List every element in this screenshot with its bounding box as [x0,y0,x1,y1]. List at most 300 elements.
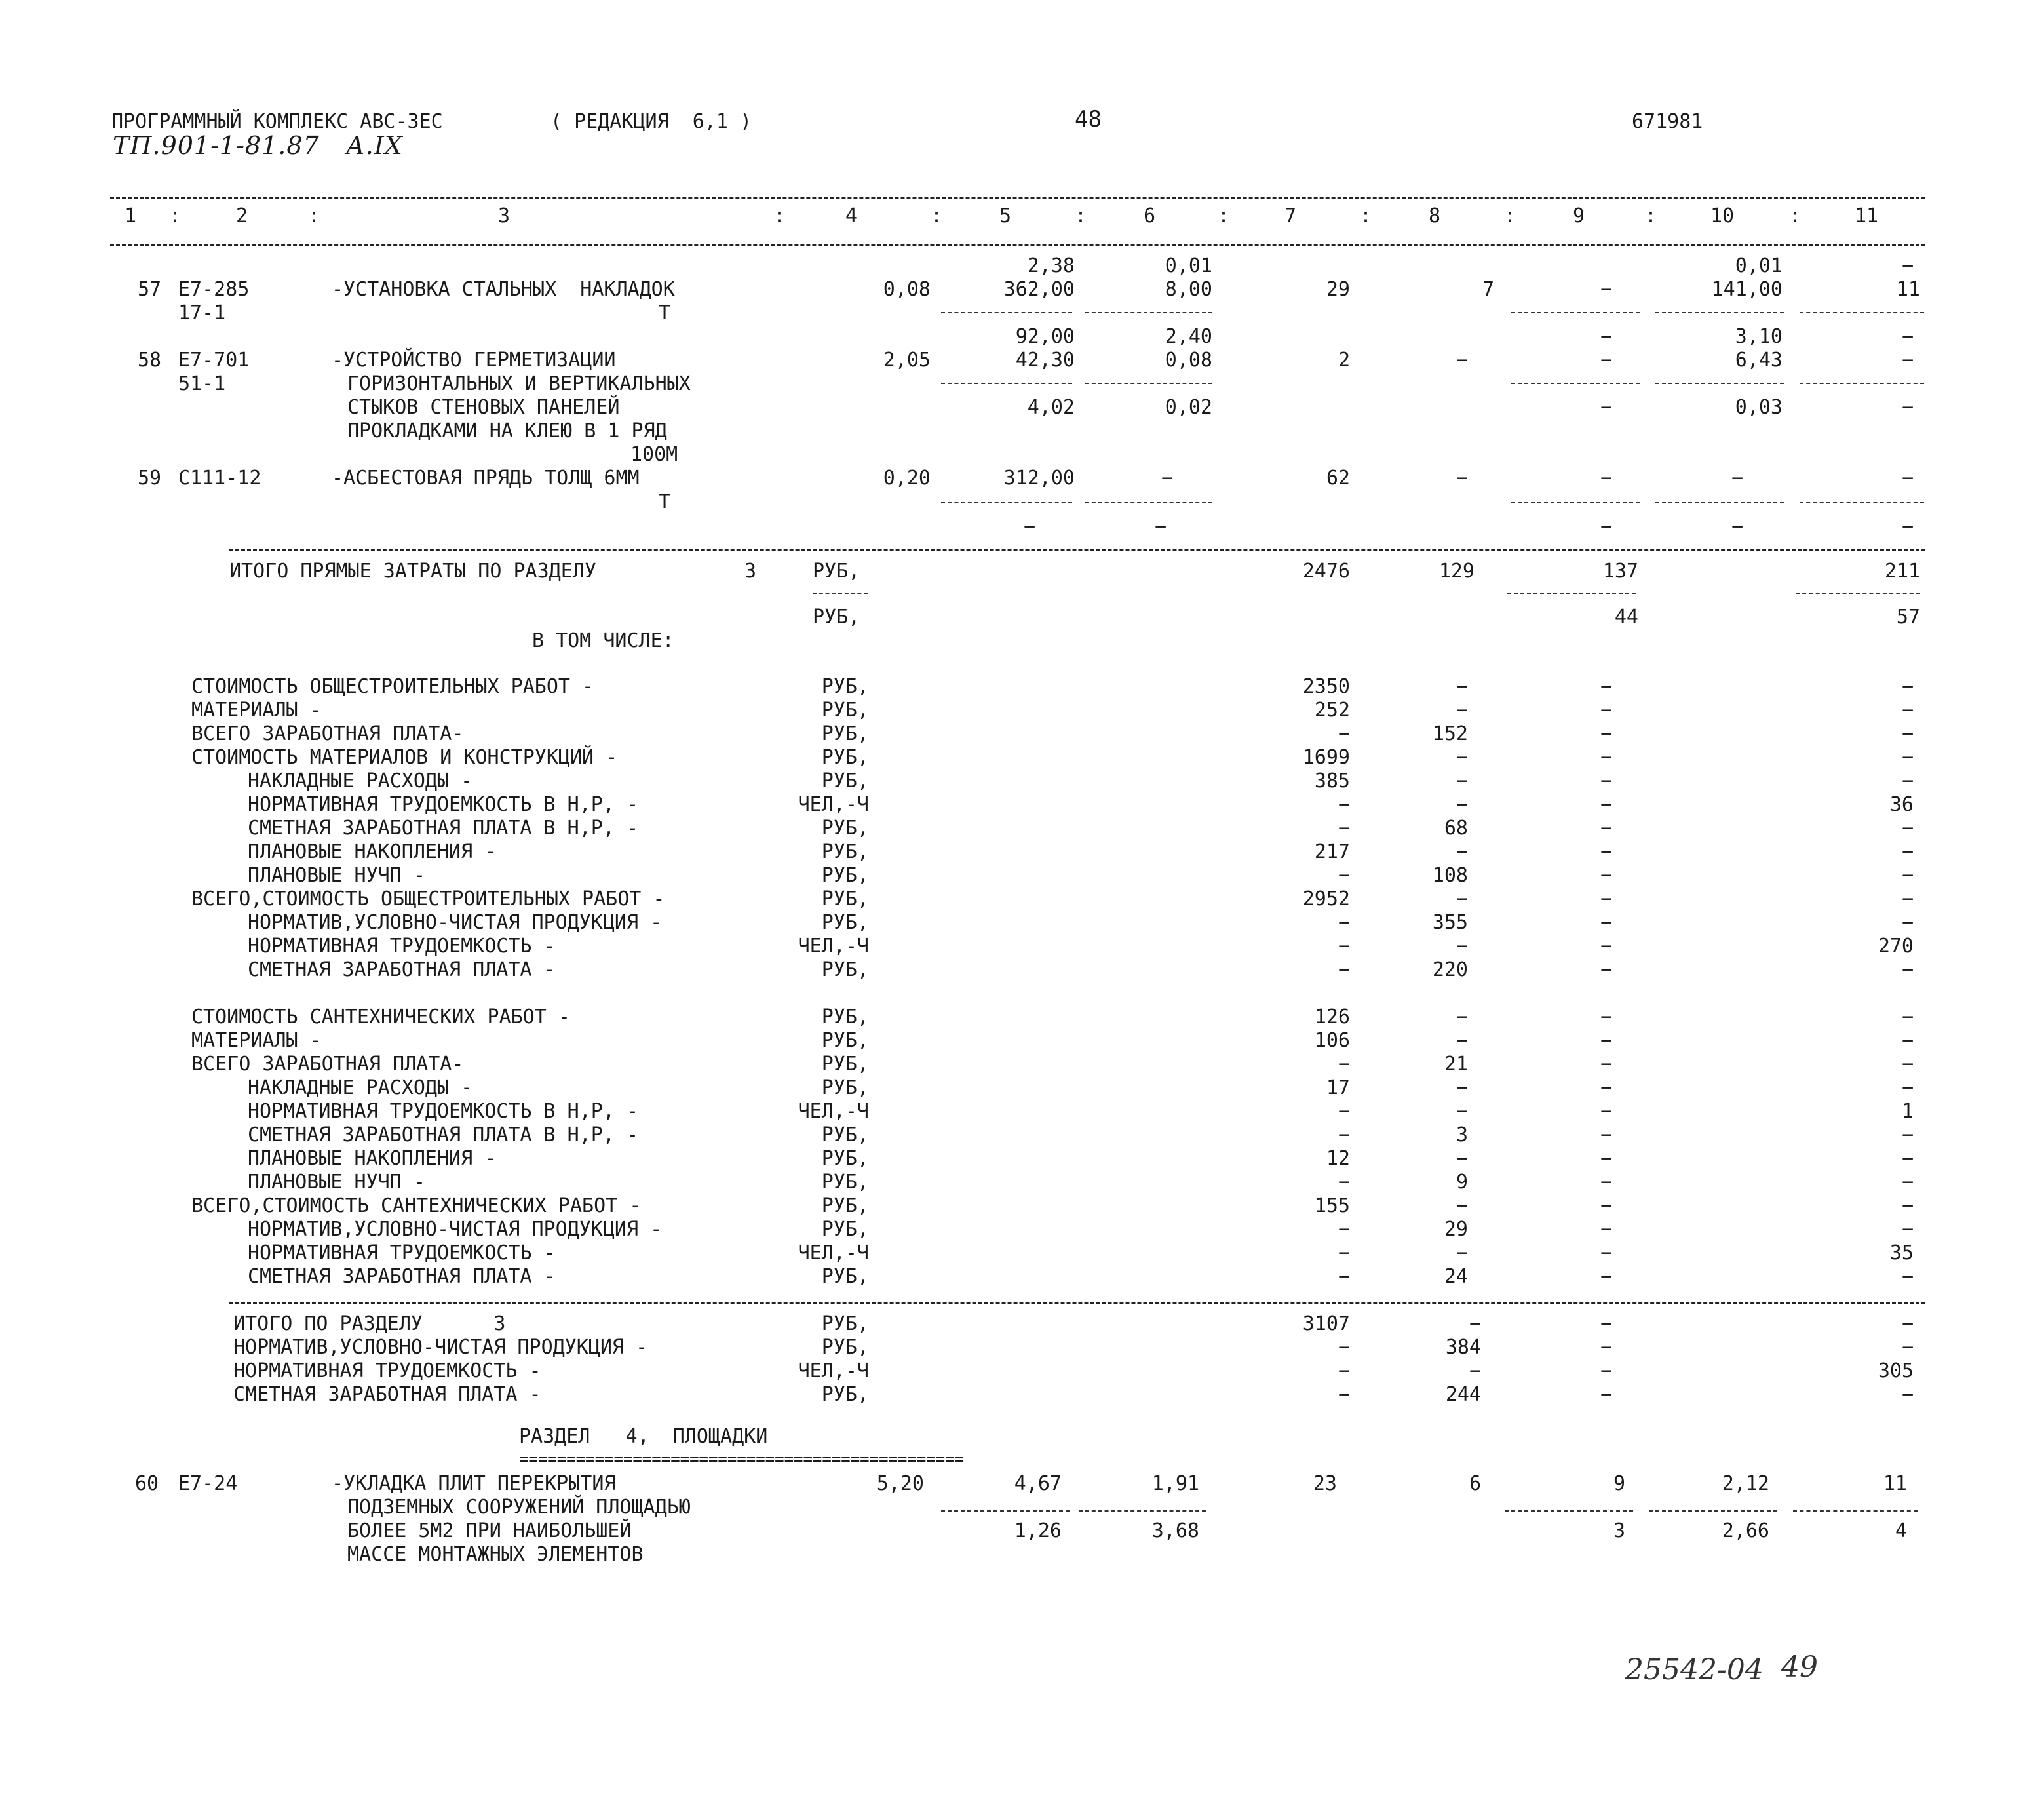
cell-c11: − [1901,515,1914,538]
row-name: -УСТРОЙСТВО ГЕРМЕТИЗАЦИИ [332,349,616,372]
section-total-unit: ЧЕЛ,-Ч [798,1359,869,1382]
cell-c10: 0,01 [1735,254,1783,277]
cell-c11: − [1901,864,1914,887]
section-4-rule: =============================================== [519,1450,965,1468]
cell-c9: 9 [1613,1472,1625,1495]
total-direct-section: 3 [744,560,757,583]
cell-c7: − [1338,1359,1350,1382]
cell-c7: − [1338,1100,1350,1123]
col-header-4: 4 [845,205,858,227]
cell-c9: − [1600,1123,1612,1146]
col-header-2: 2 [236,205,248,227]
cell-c7: 385 [1314,770,1350,792]
summary-label: МАТЕРИАЛЫ - [191,1029,322,1052]
cell-c8: − [1456,1147,1468,1170]
cell-c11: 35 [1889,1241,1914,1264]
sub-rule [1511,312,1640,313]
cell-c7: 2952 [1302,888,1350,910]
cell-c8: − [1456,675,1468,698]
total-direct-label: ИТОГО ПРЯМЫЕ ЗАТРАТЫ ПО РАЗДЕЛУ [229,560,596,583]
summary-label: ВСЕГО,СТОИМОСТЬ ОБЩЕСТРОИТЕЛЬНЫХ РАБОТ - [191,888,665,910]
cell-c11: − [1901,722,1914,745]
row-code: Е7-285 [178,278,250,301]
cell-c11: 1 [1901,1100,1914,1123]
sub-rule [1085,502,1212,503]
summary-label: НОРМАТИВНАЯ ТРУДОЕМКОСТЬ В Н,Р, - [248,793,639,816]
cell-c11: − [1901,1147,1914,1170]
cell-c7: 155 [1314,1194,1350,1217]
cell-c9: − [1600,675,1612,698]
cell-c9: − [1600,911,1612,934]
row-code: С111-12 [178,467,261,490]
summary-unit: ЧЕЛ,-Ч [798,1241,869,1264]
row-number: 60 [135,1472,159,1495]
summary-unit: ЧЕЛ,-Ч [798,1100,869,1123]
cell-c11: − [1901,888,1914,910]
cell-c9: − [1600,888,1612,910]
col-header-10: 10 [1710,205,1735,227]
cell-c10: 2,66 [1722,1519,1769,1542]
cell-c11: 211 [1884,560,1920,583]
cell-c11: 4 [1895,1519,1907,1542]
cell-c6: 1,91 [1151,1472,1199,1495]
section-total-rule [229,1302,1925,1304]
cell-c10: 6,43 [1735,349,1783,372]
sub-rule [1796,593,1920,594]
cell-c11: − [1901,1218,1914,1241]
summary-unit: РУБ, [821,675,869,698]
col-header-9: 9 [1573,205,1585,227]
cell-c8: 6 [1469,1472,1481,1495]
section-total-label: ИТОГО ПО РАЗДЕЛУ 3 [233,1312,506,1335]
sub-rule [1800,502,1924,503]
cell-c8: − [1469,1312,1481,1335]
sub-rule [941,502,1072,503]
cell-c9: − [1600,840,1612,863]
summary-label: НОРМАТИВ,УСЛОВНО-ЧИСТАЯ ПРОДУКЦИЯ - [248,1218,663,1241]
summary-label: НАКЛАДНЫЕ РАСХОДЫ - [248,1076,473,1099]
summary-unit: РУБ, [821,817,869,840]
summary-unit: РУБ, [821,911,869,934]
sub-rule [1655,312,1784,313]
cell-c9: − [1600,1147,1612,1170]
cell-c6: 3,68 [1151,1519,1199,1542]
sub-rule [941,312,1072,313]
cell-c9: − [1600,1383,1612,1406]
cell-c5: 42,30 [1015,349,1075,372]
cell-c9: − [1600,1029,1612,1052]
sub-rule [941,1510,1070,1512]
cell-c7: 12 [1326,1147,1350,1170]
sub-rule [1655,502,1784,503]
col-header-1: 1 [125,205,137,227]
cell-c11: − [1901,1336,1914,1359]
row-unit: 100М [630,443,678,466]
summary-unit: РУБ, [821,1171,869,1194]
cell-c9: − [1600,1241,1612,1264]
row-code: Е7-701 [178,349,250,372]
cell-c9: − [1600,396,1612,419]
cell-c8: − [1456,770,1468,792]
summary-label: ПЛАНОВЫЕ НУЧП - [248,864,425,887]
cell-c11: − [1901,1123,1914,1146]
cell-c7: − [1338,1241,1350,1264]
cell-c9: 137 [1602,560,1638,583]
col-separator: : [773,205,786,227]
summary-unit: РУБ, [821,1005,869,1028]
cell-c8: − [1456,1076,1468,1099]
cell-c9: − [1600,770,1612,792]
cell-c9: − [1600,1359,1612,1382]
col-separator: : [931,205,943,227]
summary-unit: ЧЕЛ,-Ч [798,935,869,958]
col-separator: : [308,205,320,227]
sub-rule [1085,383,1212,384]
cell-c7: − [1338,911,1350,934]
sub-rule [1507,593,1636,594]
sub-rule [1800,312,1924,313]
section-total-label: СМЕТНАЯ ЗАРАБОТНАЯ ПЛАТА - [233,1383,541,1406]
including-label: В ТОМ ЧИСЛЕ: [532,629,674,652]
cell-c8: − [1456,746,1468,769]
summary-unit: РУБ, [821,722,869,745]
cell-c11: − [1901,1005,1914,1028]
cell-c9: − [1600,1265,1612,1288]
sub-rule [1793,1510,1918,1512]
section-4-title: РАЗДЕЛ 4, ПЛОЩАДКИ [519,1425,768,1448]
col-header-5: 5 [999,205,1012,227]
cell-c8: 220 [1432,958,1468,981]
cell-c5: 1,26 [1014,1519,1062,1542]
cell-c8: − [1456,793,1468,816]
summary-unit: РУБ, [821,1265,869,1288]
cell-c11: − [1901,1265,1914,1288]
cell-c6: 0,02 [1165,396,1212,419]
cell-c9: − [1600,1053,1612,1076]
cell-c8: − [1456,699,1468,722]
cell-c9: − [1600,1336,1612,1359]
cell-c8: − [1456,888,1468,910]
row-name-3: СТЫКОВ СТЕНОВЫХ ПАНЕЛЕЙ [347,396,620,419]
summary-unit: ЧЕЛ,-Ч [798,793,869,816]
cell-c11: − [1901,675,1914,698]
cell-c8: − [1456,1194,1468,1217]
cell-c11: − [1901,746,1914,769]
row-code: Е7-24 [178,1472,238,1495]
total-direct-unit-2: РУБ, [813,606,860,629]
cell-c5: − [1023,515,1035,538]
cell-c6: − [1161,467,1173,490]
cell-c11: 305 [1878,1359,1914,1382]
row-unit: Т [659,490,671,513]
cell-c11: − [1901,396,1914,419]
cell-c4: 5,20 [876,1472,924,1495]
summary-unit: РУБ, [821,699,869,722]
sub-rule [1511,383,1640,384]
edition: ( РЕДАКЦИЯ 6,1 ) [550,110,752,133]
col-header-8: 8 [1429,205,1441,227]
summary-label: НОРМАТИВНАЯ ТРУДОЕМКОСТЬ В Н,Р, - [248,1100,639,1123]
cell-c10: − [1731,467,1743,490]
summary-label: СМЕТНАЯ ЗАРАБОТНАЯ ПЛАТА В Н,Р, - [248,817,639,840]
cell-c9: − [1600,325,1612,348]
section-total-unit: РУБ, [821,1383,869,1406]
cell-c11: 11 [1883,1472,1907,1495]
col-separator: : [1218,205,1230,227]
cell-c8: 355 [1432,911,1468,934]
summary-unit: РУБ, [821,888,869,910]
summary-unit: РУБ, [821,1076,869,1099]
cell-c7: 126 [1314,1005,1350,1028]
col-separator: : [1360,205,1372,227]
summary-unit: РУБ, [821,1147,869,1170]
row-name-2: ГОРИЗОНТАЛЬНЫХ И ВЕРТИКАЛЬНЫХ [347,372,691,395]
cell-c8: 68 [1444,817,1468,840]
summary-label: СМЕТНАЯ ЗАРАБОТНАЯ ПЛАТА - [248,1265,556,1288]
cell-c7: 252 [1314,699,1350,722]
cell-c11: − [1901,325,1914,348]
cell-c7: − [1338,722,1350,745]
cell-c7: 217 [1314,840,1350,863]
cell-c8: 3 [1456,1123,1468,1146]
summary-label: ВСЕГО ЗАРАБОТНАЯ ПЛАТА- [191,1053,464,1076]
cell-c7: − [1338,864,1350,887]
sub-rule [1800,383,1924,384]
col-header-6: 6 [1144,205,1156,227]
cell-c9: 3 [1613,1519,1625,1542]
cell-c9: − [1600,817,1612,840]
cell-c11: − [1901,467,1914,490]
summary-unit: РУБ, [821,840,869,863]
cell-c8: 7 [1482,278,1494,301]
row-unit: Т [659,302,671,324]
row-name-3: БОЛЕЕ 5М2 ПРИ НАИБОЛЬШЕЙ [347,1519,632,1542]
summary-label: СТОИМОСТЬ ОБЩЕСТРОИТЕЛЬНЫХ РАБОТ - [191,675,594,698]
cell-c5: 92,00 [1015,325,1075,348]
summary-label: ПЛАНОВЫЕ НУЧП - [248,1171,425,1194]
summary-label: СТОИМОСТЬ МАТЕРИАЛОВ И КОНСТРУКЦИЙ - [191,746,618,769]
row-name: -УСТАНОВКА СТАЛЬНЫХ НАКЛАДОК [332,278,675,301]
album-reference: А.IX [346,131,403,160]
cell-c8: 21 [1444,1053,1468,1076]
cell-c7: − [1338,1265,1350,1288]
cell-c9: − [1600,1312,1612,1335]
cell-c11: − [1901,1312,1914,1335]
cell-c8: − [1456,840,1468,863]
summary-unit: РУБ, [821,1029,869,1052]
cell-c7: − [1338,1171,1350,1194]
cell-c10: 3,10 [1735,325,1783,348]
cell-c9: − [1600,1218,1612,1241]
summary-label: ВСЕГО,СТОИМОСТЬ САНТЕХНИЧЕСКИХ РАБОТ - [191,1194,642,1217]
row-name-2: ПОДЗЕМНЫХ СООРУЖЕНИЙ ПЛОЩАДЬЮ [347,1496,691,1519]
cell-c11: − [1901,699,1914,722]
cell-c8: − [1456,1029,1468,1052]
cell-c8: − [1456,1241,1468,1264]
sub-rule [1505,1510,1633,1512]
cell-c11: − [1901,911,1914,934]
cell-c11: 57 [1896,606,1920,629]
cell-c7: − [1338,958,1350,981]
col-separator: : [1789,205,1802,227]
cell-c9: − [1600,1100,1612,1123]
cell-c5: 4,02 [1027,396,1075,419]
summary-label: НОРМАТИВ,УСЛОВНО-ЧИСТАЯ ПРОДУКЦИЯ - [248,911,663,934]
cell-c10: 0,03 [1735,396,1783,419]
col-header-3: 3 [498,205,511,227]
cell-c7: − [1338,793,1350,816]
cell-c6: − [1154,515,1167,538]
section-total-unit: РУБ, [821,1336,869,1359]
summary-unit: РУБ, [821,864,869,887]
row-name-4: ПРОКЛАДКАМИ НА КЛЕЮ В 1 РЯД [347,420,667,442]
cell-c5: 4,67 [1014,1472,1062,1495]
cell-c9: − [1600,1194,1612,1217]
sub-rule [1649,1510,1777,1512]
cell-c7: 2 [1338,349,1350,372]
cell-c6: 8,00 [1165,278,1212,301]
cell-c4: 0,20 [883,467,931,490]
cell-c7: 2476 [1302,560,1350,583]
row-code-sub: 17-1 [178,302,226,324]
cell-c11: 36 [1889,793,1914,816]
total-rule [229,549,1925,551]
cell-c9: − [1600,467,1612,490]
sub-rule [1079,1510,1206,1512]
cell-c8: − [1456,349,1468,372]
header-rule-bottom [110,244,1925,246]
cell-c8: − [1469,1359,1481,1382]
cell-c7: 106 [1314,1029,1350,1052]
cell-c7: − [1338,1383,1350,1406]
cell-c9: − [1600,722,1612,745]
cell-c7: 3107 [1302,1312,1350,1335]
cell-c7: − [1338,817,1350,840]
cell-c9: − [1600,935,1612,958]
cell-c9: − [1600,746,1612,769]
cell-c9: − [1600,278,1612,301]
cell-c7: − [1338,935,1350,958]
program-title: ПРОГРАММНЫЙ КОМПЛЕКС АВС-ЗЕС [111,110,443,133]
cell-c11: 11 [1896,278,1920,301]
summary-label: ПЛАНОВЫЕ НАКОПЛЕНИЯ - [248,1147,497,1170]
summary-unit: РУБ, [821,1123,869,1146]
cell-c9: 44 [1614,606,1638,629]
cell-c7: 23 [1313,1472,1337,1495]
cell-c4: 0,08 [883,278,931,301]
cell-c7: − [1338,1218,1350,1241]
cell-c9: − [1600,1171,1612,1194]
summary-label: СМЕТНАЯ ЗАРАБОТНАЯ ПЛАТА В Н,Р, - [248,1123,639,1146]
col-header-11: 11 [1855,205,1879,227]
row-number: 59 [138,467,162,490]
section-total-label: НОРМАТИВНАЯ ТРУДОЕМКОСТЬ - [233,1359,541,1382]
summary-label: НАКЛАДНЫЕ РАСХОДЫ - [248,770,473,792]
cell-c8: 24 [1444,1265,1468,1288]
row-name-4: МАССЕ МОНТАЖНЫХ ЭЛЕМЕНТОВ [347,1543,644,1566]
section-total-label: НОРМАТИВ,УСЛОВНО-ЧИСТАЯ ПРОДУКЦИЯ - [233,1336,648,1359]
sub-rule [813,593,868,594]
cell-c7: 1699 [1302,746,1350,769]
row-number: 58 [138,349,162,372]
cell-c9: − [1600,864,1612,887]
cell-c11: − [1901,1194,1914,1217]
cell-c7: 17 [1326,1076,1350,1099]
row-code-sub: 51-1 [178,372,226,395]
col-separator: : [1645,205,1657,227]
cell-c9: − [1600,349,1612,372]
cell-c9: − [1600,1076,1612,1099]
cell-c11: − [1901,1029,1914,1052]
cell-c10: 2,12 [1722,1472,1769,1495]
cell-c11: − [1901,770,1914,792]
cell-c9: − [1600,1005,1612,1028]
cell-c7: − [1338,1123,1350,1146]
summary-label: СТОИМОСТЬ САНТЕХНИЧЕСКИХ РАБОТ - [191,1005,570,1028]
cell-c8: 152 [1432,722,1468,745]
cell-c5: 362,00 [1003,278,1075,301]
sub-rule [941,383,1072,384]
summary-label: НОРМАТИВНАЯ ТРУДОЕМКОСТЬ - [248,935,556,958]
sub-rule [1655,383,1784,384]
cell-c6: 0,01 [1165,254,1212,277]
sub-rule [1085,312,1212,313]
cell-c9: − [1600,699,1612,722]
col-separator: : [1075,205,1087,227]
doc-code: 671981 [1632,110,1703,133]
summary-label: СМЕТНАЯ ЗАРАБОТНАЯ ПЛАТА - [248,958,556,981]
col-header-7: 7 [1284,205,1297,227]
cell-c11: − [1901,1383,1914,1406]
summary-unit: РУБ, [821,958,869,981]
cell-c11: − [1901,1076,1914,1099]
cell-c7: 62 [1326,467,1350,490]
cell-c8: 244 [1445,1383,1481,1406]
cell-c5: 2,38 [1027,254,1075,277]
cell-c5: 312,00 [1003,467,1075,490]
total-direct-unit: РУБ, [813,560,860,583]
row-name: -АСБЕСТОВАЯ ПРЯДЬ ТОЛЩ 6ММ [332,467,640,490]
cell-c4: 2,05 [883,349,931,372]
cell-c8: − [1456,935,1468,958]
summary-unit: РУБ, [821,1194,869,1217]
summary-unit: РУБ, [821,770,869,792]
cell-c11: − [1901,349,1914,372]
cell-c11: − [1901,817,1914,840]
cell-c10: − [1731,515,1743,538]
cell-c8: 384 [1445,1336,1481,1359]
summary-label: МАТЕРИАЛЫ - [191,699,322,722]
cell-c11: − [1901,840,1914,863]
cell-c7: 2350 [1302,675,1350,698]
summary-label: НОРМАТИВНАЯ ТРУДОЕМКОСТЬ - [248,1241,556,1264]
col-separator: : [1504,205,1516,227]
summary-unit: РУБ, [821,746,869,769]
cell-c11: − [1901,1171,1914,1194]
cell-c8: − [1456,1005,1468,1028]
cell-c8: − [1456,467,1468,490]
col-separators: : [169,205,182,227]
cell-c8: 9 [1456,1171,1468,1194]
sheet-number: 49 [1781,1650,1818,1684]
summary-unit: РУБ, [821,1218,869,1241]
cell-c7: 29 [1326,278,1350,301]
cell-c9: − [1600,515,1612,538]
cell-c6: 2,40 [1165,325,1212,348]
summary-unit: РУБ, [821,1053,869,1076]
header-rule-top [110,197,1925,199]
row-number: 57 [138,278,162,301]
